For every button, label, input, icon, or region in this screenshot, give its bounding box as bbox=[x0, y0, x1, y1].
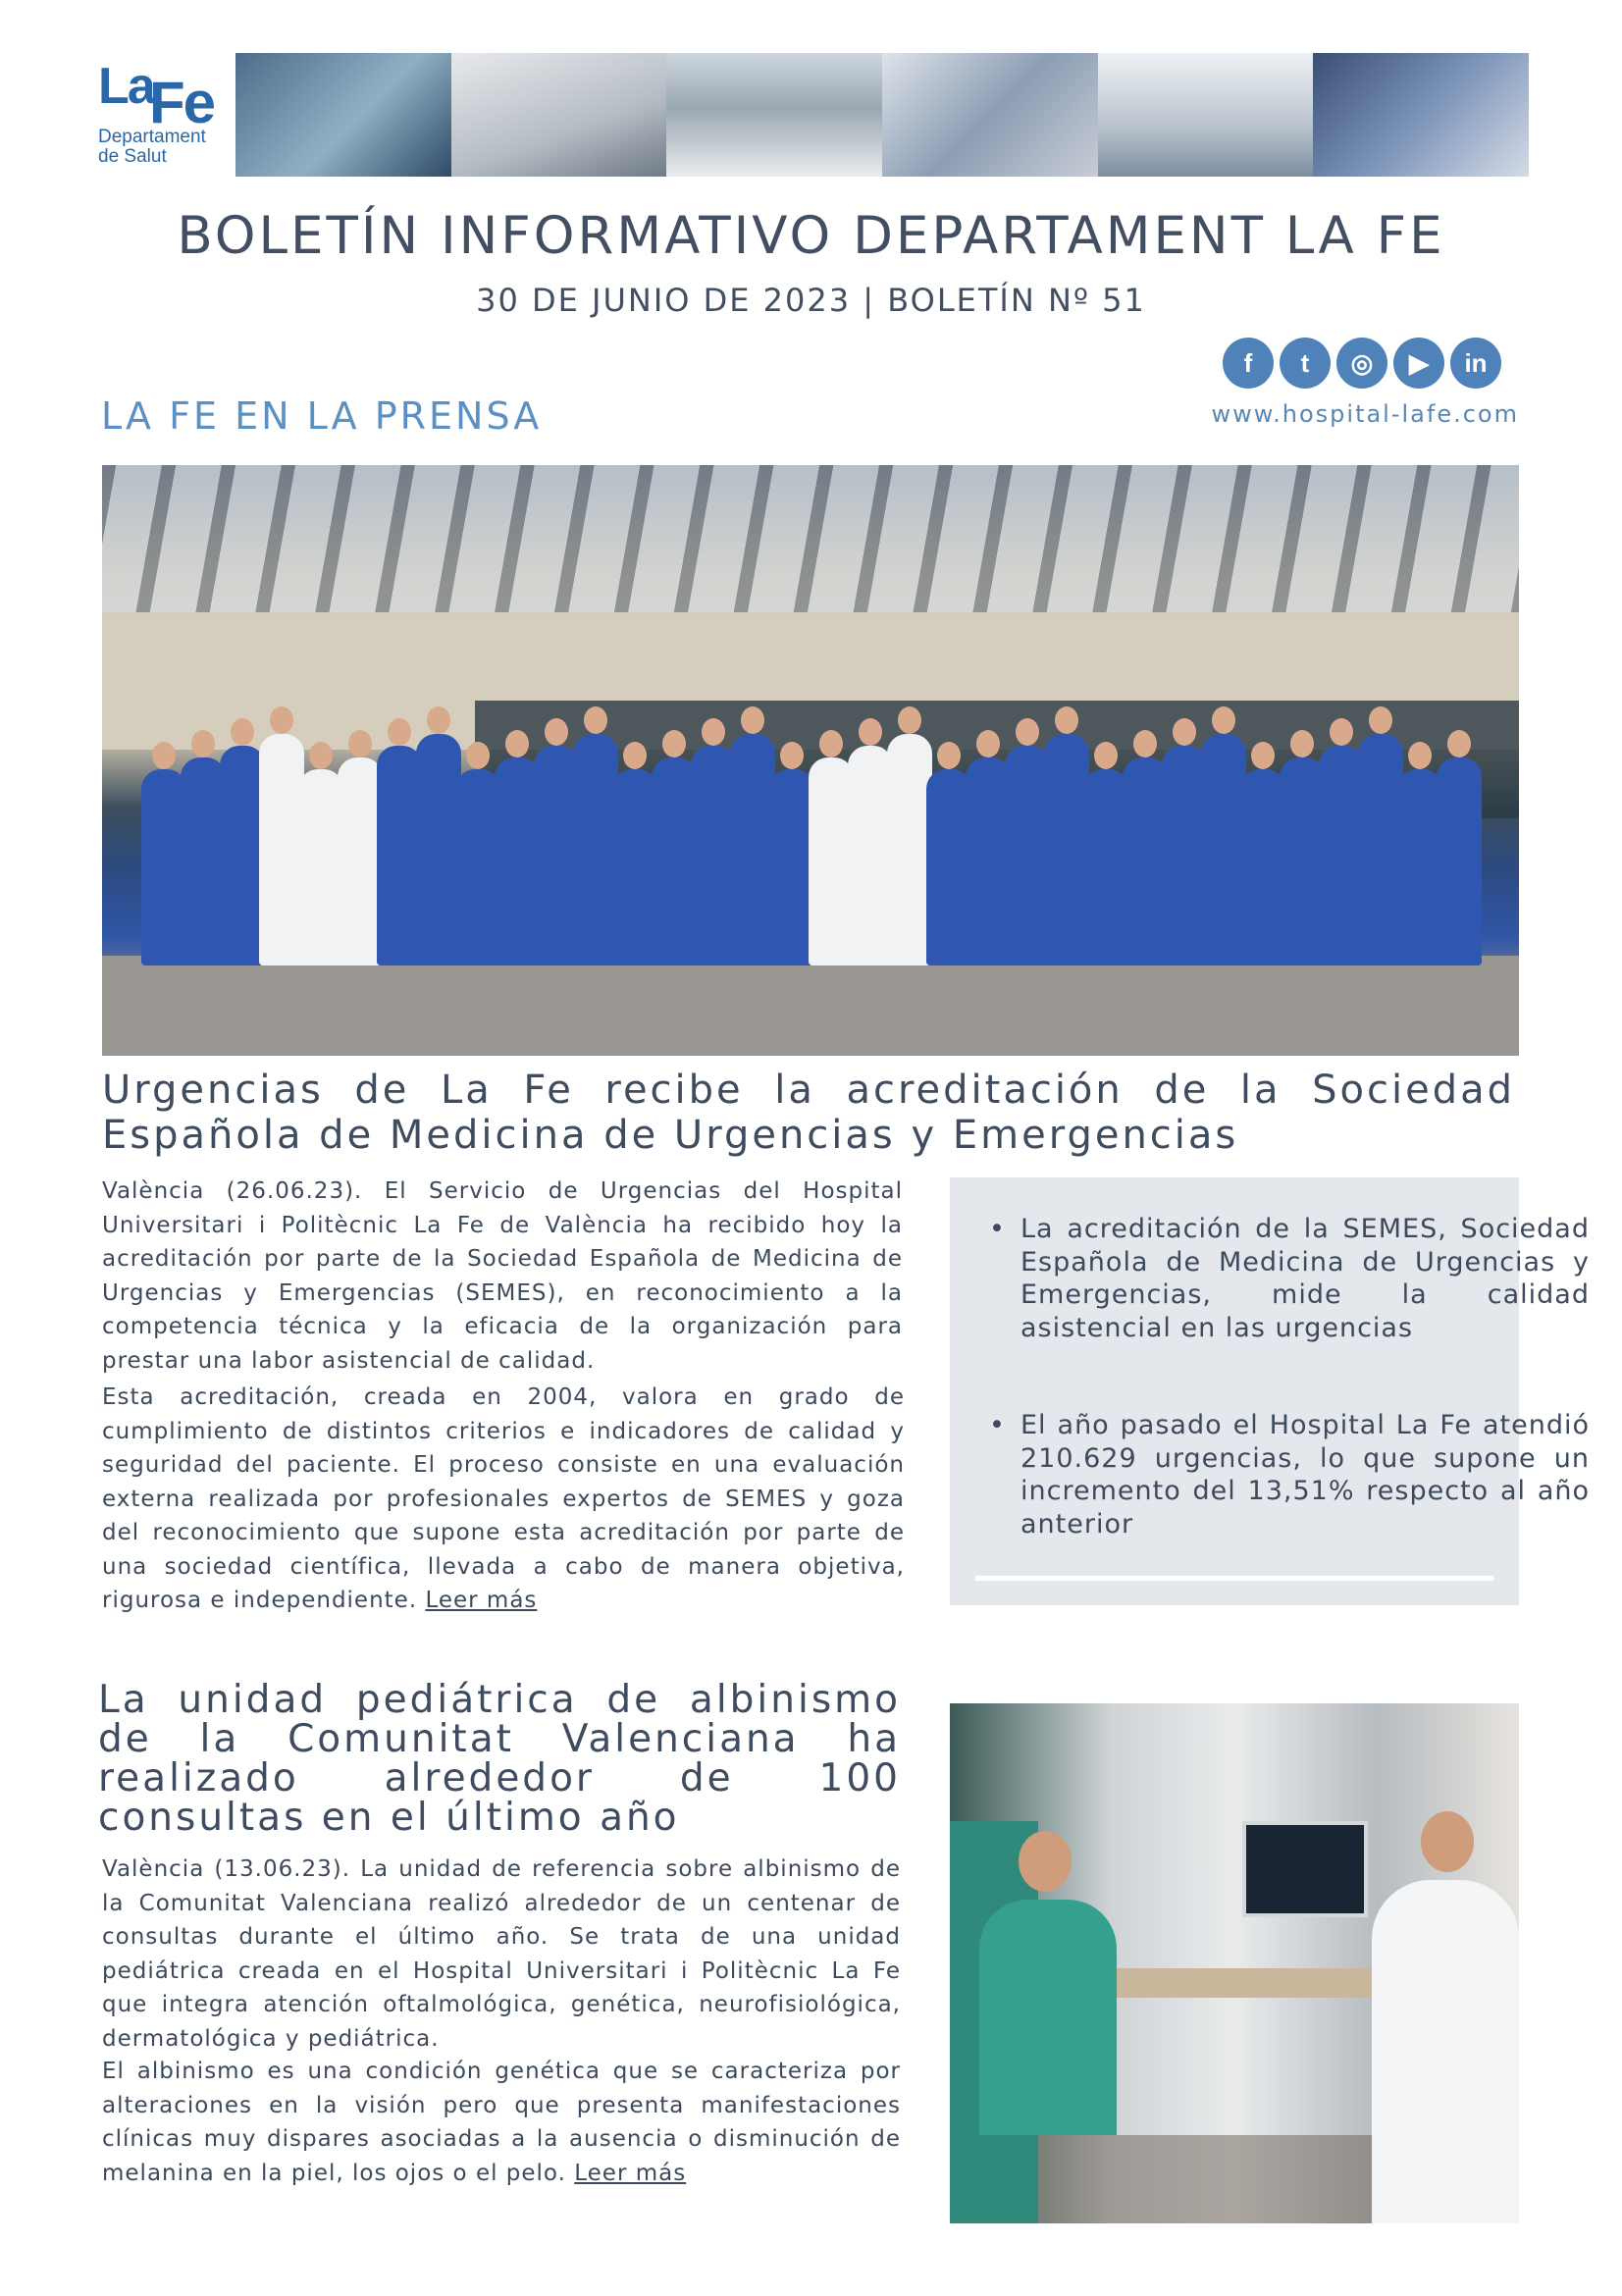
banner-photo-hospital-sign bbox=[1098, 53, 1314, 177]
facebook-icon[interactable]: f bbox=[1223, 338, 1274, 389]
banner-photo-keyboard bbox=[451, 53, 667, 177]
instagram-icon[interactable]: ◎ bbox=[1336, 338, 1387, 389]
website-link[interactable]: www.hospital-lafe.com bbox=[1211, 400, 1519, 428]
banner-photo-research bbox=[1313, 53, 1529, 177]
photo-staff-head bbox=[1019, 1831, 1072, 1892]
article1-paragraph-2: Esta acreditación, creada en 2004, valora en grado de cumplimiento de distintos criterios e indicadores de calidad y seguridad del paciente. El proceso consiste en una evaluación externa realizada por profesionales expertos de SEMES y goza del reconocimiento que supone esta acreditación por parte de una sociedad científica, llevada a cabo de manera objetiva, rigurosa e independiente. Leer más bbox=[102, 1384, 905, 1613]
photo-monitor bbox=[1242, 1821, 1368, 1917]
article1-paragraph-1: València (26.06.23). El Servicio de Urgencias del Hospital Universitari i Politècnic La Fe de València ha recibido hoy la acreditación por parte de la Sociedad Española de Medicina de Urgencias y Emergencias (SEMES), en reconocimiento a la competencia técnica y la eficacia de la organización para prestar una labor asistencial de calidad. bbox=[102, 1178, 903, 1374]
team-group-photo bbox=[102, 465, 1519, 1056]
photo-doctor bbox=[1372, 1880, 1519, 2223]
twitter-icon[interactable]: t bbox=[1280, 338, 1331, 389]
photo-roof bbox=[102, 465, 1519, 612]
article1-read-more-link[interactable]: Leer más bbox=[425, 1588, 538, 1613]
photo-crowd bbox=[141, 710, 1495, 965]
linkedin-icon[interactable]: in bbox=[1450, 338, 1501, 389]
social-links bbox=[1223, 338, 1517, 391]
banner-photo-building bbox=[666, 53, 882, 177]
newsletter-date-issue: 30 DE JUNIO DE 2023 | BOLETÍN Nº 51 bbox=[476, 282, 1146, 319]
photo-doctor-head bbox=[1421, 1811, 1474, 1872]
article2-read-more-link[interactable]: Leer más bbox=[574, 2160, 687, 2186]
banner-photo-lab bbox=[882, 53, 1098, 177]
logo-la: La bbox=[98, 58, 154, 115]
highlight-divider bbox=[975, 1576, 1493, 1581]
banner-photo-surgery bbox=[235, 53, 451, 177]
photo-desk bbox=[1097, 1968, 1391, 1998]
photo-staff-seated bbox=[979, 1900, 1117, 2135]
section-title: LA FE EN LA PRENSA bbox=[101, 394, 543, 438]
article1-highlights-box bbox=[950, 1177, 1590, 1605]
photo-ground bbox=[102, 956, 1519, 1056]
newsletter-title: BOLETÍN INFORMATIVO DEPARTAMENT LA FE bbox=[177, 206, 1445, 266]
highlight-item: • El año pasado el Hospital La Fe atendió 210.629 urgencias, lo que supone un incremento del 13,51% respecto al año anterior bbox=[1020, 1409, 1590, 1540]
logo-fe: Fe bbox=[149, 70, 215, 135]
ophthalmology-consultation-photo bbox=[950, 1703, 1519, 2223]
article1-headline: Urgencias de La Fe recibe la acreditación de la Sociedad Española de Medicina de Urgencias y Emergencias bbox=[102, 1068, 1515, 1158]
header-banner-photos bbox=[235, 53, 1529, 177]
youtube-icon[interactable]: ▶ bbox=[1393, 338, 1444, 389]
photo-person bbox=[1437, 757, 1482, 965]
article2-paragraph-2: El albinismo es una condición genética que se caracteriza por alteraciones en la visión pero que presenta manifestaciones clínicas muy dispares asociadas a la ausencia o disminución de melanina en la piel, los ojos o el pelo. Leer más bbox=[102, 2059, 901, 2186]
highlight-item: • La acreditación de la SEMES, Sociedad Española de Medicina de Urgencias y Emergencias, mide la calidad asistencial en las urgencias bbox=[1020, 1213, 1590, 1344]
article2-paragraph-1: València (13.06.23). La unidad de referencia sobre albinismo de la Comunitat Valenciana realizó alrededor de un centenar de consultas durante el último año. Se trata de una unidad pediátrica creada en el Hospital Universitari i Politècnic La Fe que integra atención oftalmológica, genética, neurofisiológica, dermatológica y pediátrica. bbox=[102, 1856, 901, 2052]
la-fe-logo bbox=[77, 51, 234, 177]
logo-subtitle: Departament de Salut bbox=[98, 127, 206, 167]
article2-headline: La unidad pediátrica de albinismo de la Comunitat Valenciana ha realizado alrededor de 100 consultas en el último año bbox=[98, 1678, 901, 1840]
